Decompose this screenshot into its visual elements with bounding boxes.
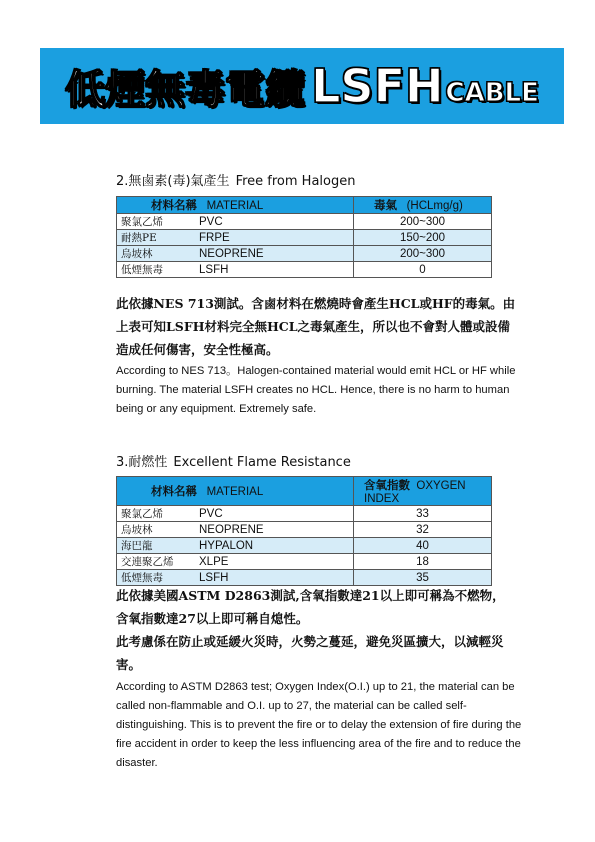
table-row	[117, 538, 492, 554]
value-cell: 18	[354, 554, 492, 570]
section-heading-en: Free from Halogen	[235, 174, 356, 189]
table-row	[117, 246, 492, 262]
halogen-table	[116, 196, 492, 278]
material-cell: 烏坡林 NEOPRENE	[117, 246, 354, 262]
table-row	[117, 554, 492, 570]
value-cell: 33	[354, 506, 492, 522]
flame-paragraph-cn-1: 此依據美國ASTM D2863測試,含氧指數達21以上即可稱為不燃物，含氧指數達27以上即可稱自熄性。	[116, 588, 505, 626]
material-cell: 聚氯乙烯 PVC	[117, 214, 354, 230]
material-cell: 低煙無毒 LSFH	[117, 570, 354, 586]
banner-title-sub: CABLE	[445, 78, 539, 108]
table-row	[117, 214, 492, 230]
material-cell: 烏坡林 NEOPRENE	[117, 522, 354, 538]
value-cell: 200~300	[354, 246, 492, 262]
halogen-paragraph-cn: 此依據NES 713測試。含鹵材料在燃燒時會產生HCL或HF的毒氣。由上表可知LSFH材料完全無HCL之毒氣產生，所以也不會對人體或設備造成任何傷害，安全性極高。	[116, 296, 516, 357]
material-cell: 低煙無毒 LSFH	[117, 262, 354, 278]
column-header-value: 毒氣 (HCLmg/g)	[354, 197, 492, 214]
banner-title-cn: 低煙無毒電纜	[65, 66, 306, 113]
table-row	[117, 262, 492, 278]
section-heading-en: Excellent Flame Resistance	[173, 455, 351, 470]
column-header-material: 材料名稱 MATERIAL	[117, 197, 354, 214]
section-heading-flame	[116, 451, 351, 470]
column-header-value: 含氧指數 OXYGEN INDEX	[354, 477, 492, 506]
material-cell: 海巴龍 HYPALON	[117, 538, 354, 554]
table-row	[117, 506, 492, 522]
table-row	[117, 230, 492, 246]
value-cell: 40	[354, 538, 492, 554]
flame-resistance-table	[116, 476, 492, 586]
table-row	[117, 522, 492, 538]
banner-title-group	[40, 48, 564, 124]
flame-paragraph-cn-2: 此考慮係在防止或延緩火災時，火勢之蔓延，避免災區擴大，以減輕災害。	[116, 634, 504, 672]
column-header-material: 材料名稱 MATERIAL	[117, 477, 354, 506]
banner-title-en: LSFH	[311, 59, 444, 113]
title-banner	[40, 48, 564, 124]
value-cell: 200~300	[354, 214, 492, 230]
table-header-row	[117, 477, 492, 506]
value-cell: 0	[354, 262, 492, 278]
value-cell: 32	[354, 522, 492, 538]
section-heading-halogen	[116, 170, 355, 189]
table-header-row	[117, 197, 492, 214]
material-cell: 耐熱PE FRPE	[117, 230, 354, 246]
section-heading-cn: 3.耐燃性	[116, 455, 168, 470]
material-cell: 聚氯乙烯 PVC	[117, 506, 354, 522]
flame-paragraph-en: According to ASTM D2863 test; Oxygen Index(O.I.) up to 21, the material can be called non-flammable and O.I. up to 27, the material can be called self-distinguishing. This is to prevent the fire or to delay the extension of fire during the fire accident in order to keep the less influencing area of the fire and to reduce the disaster.	[116, 681, 522, 769]
material-cell: 交連聚乙烯 XLPE	[117, 554, 354, 570]
value-cell: 35	[354, 570, 492, 586]
halogen-paragraph-en: According to NES 713。Halogen-contained material would emit HCL or HF while burning. The material LSFH creates no HCL. Hence, there is no harm to human being or any equipment. Extremely safe.	[116, 365, 516, 415]
value-cell: 150~200	[354, 230, 492, 246]
section-heading-cn: 2.無鹵素(毒)氣產生	[116, 174, 230, 189]
